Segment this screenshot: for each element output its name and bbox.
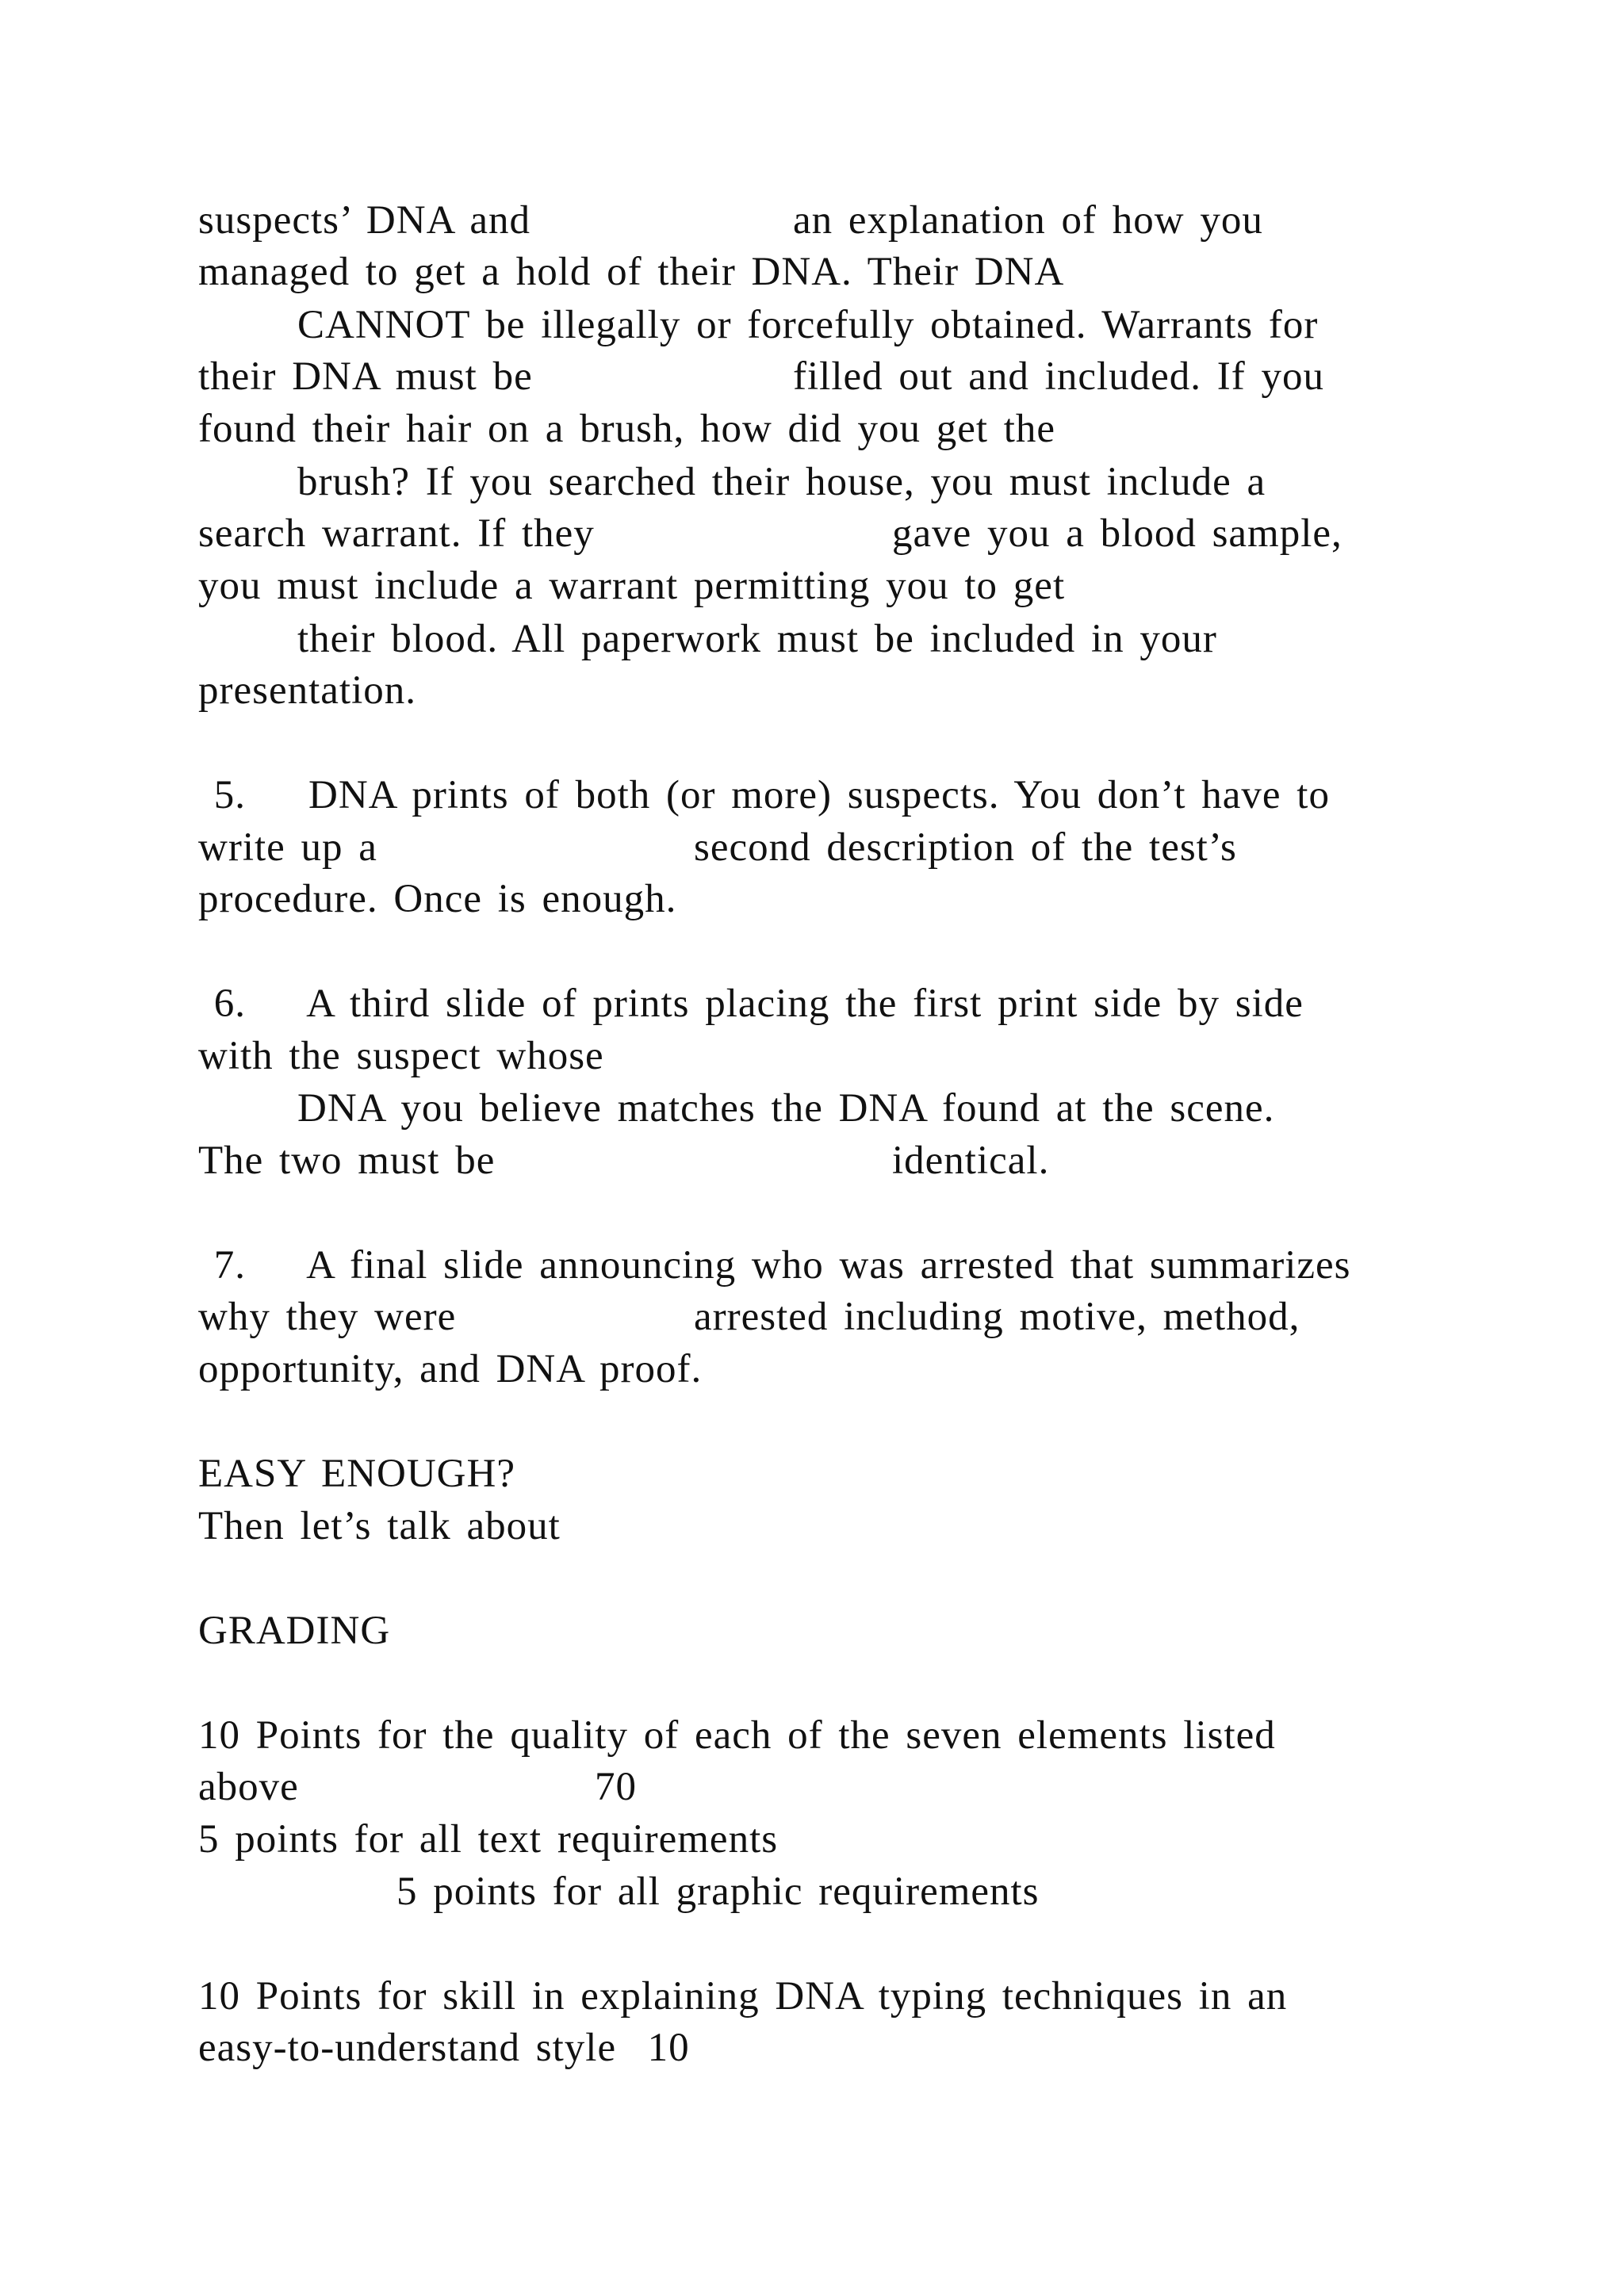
text-segment: search warrant. If they (198, 511, 595, 556)
text-segment: second description of the test’s (694, 825, 1237, 870)
text-line (198, 353, 1325, 400)
text-line: 10 Points for the quality of each of the seven elements listed (198, 1713, 1276, 1758)
text-line: found their hair on a brush, how did you get the (198, 407, 1056, 451)
text-line: opportunity, and DNA proof. (198, 1347, 703, 1391)
section-heading: GRADING (198, 1609, 391, 1653)
text-segment: filled out and included. If you (793, 354, 1325, 399)
text-line: presentation. (198, 668, 416, 713)
text-line: brush? If you searched their house, you must include a (297, 460, 1266, 504)
text-line: Then let’s talk about (198, 1504, 561, 1548)
text-line: 10 Points for skill in explaining DNA typing techniques in an (198, 1974, 1288, 2019)
text-segment: their DNA must be (198, 354, 533, 399)
list-item: 7. A final slide announcing who was arrested that summarizes (198, 1243, 1351, 1288)
points-value: 70 (595, 1765, 637, 1809)
text-segment: identical. (892, 1138, 1050, 1183)
text-line (198, 510, 1342, 557)
text-line (198, 1137, 1050, 1184)
list-item: 6. A third slide of prints placing the first print side by side (198, 982, 1304, 1026)
text-segment: suspects’ DNA and (198, 198, 530, 243)
text-segment: arrested including motive, method, (694, 1295, 1300, 1339)
text-line: you must include a warrant permitting you to get (198, 564, 1066, 608)
text-line: easy-to-understand style 10 (198, 2026, 690, 2070)
text-line (198, 824, 1237, 871)
text-line: DNA you believe matches the DNA found at the scene. (297, 1086, 1275, 1131)
list-item: 5. DNA prints of both (or more) suspects. You don’t have to (198, 773, 1330, 817)
text-line: with the suspect whose (198, 1034, 604, 1078)
text-line: their blood. All paperwork must be included in your (297, 617, 1217, 661)
text-line: procedure. Once is enough. (198, 877, 677, 921)
text-segment: write up a (198, 825, 377, 870)
text-segment: The two must be (198, 1138, 496, 1183)
text-line: managed to get a hold of their DNA. Their DNA (198, 250, 1065, 294)
text-segment: gave you a blood sample, (892, 511, 1342, 556)
text-line: EASY ENOUGH? (198, 1452, 515, 1496)
text-line: CANNOT be illegally or forcefully obtained. Warrants for (297, 303, 1319, 347)
text-line: 5 points for all text requirements (198, 1817, 779, 1862)
text-segment: an explanation of how you (793, 198, 1263, 243)
text-segment: why they were (198, 1295, 457, 1339)
text-line (198, 1763, 637, 1811)
text-line (198, 1293, 1300, 1341)
text-line: 5 points for all graphic requirements (396, 1869, 1040, 1914)
text-line (198, 197, 1263, 244)
text-segment: above (198, 1765, 299, 1809)
